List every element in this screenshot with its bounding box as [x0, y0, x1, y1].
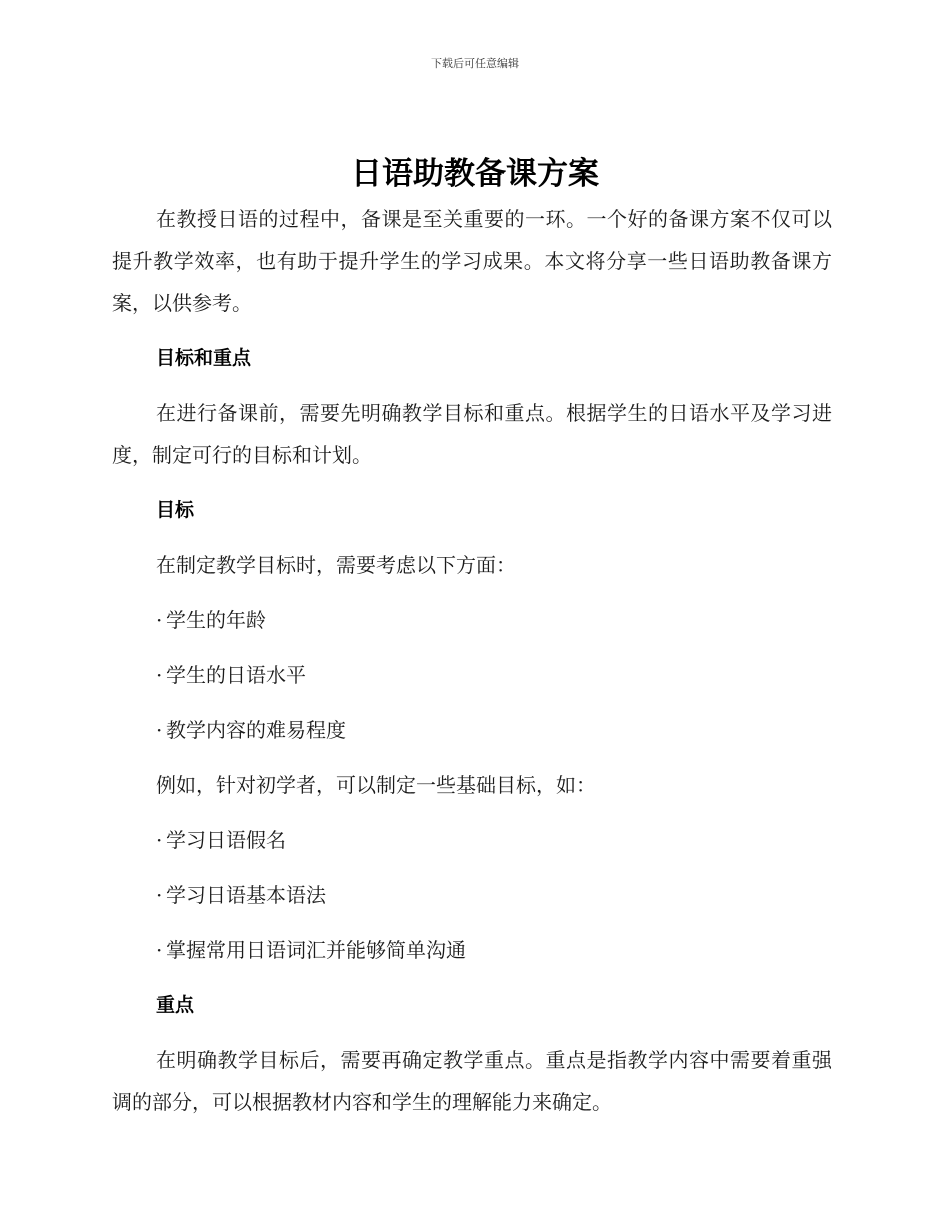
- list-item-text: 学生的日语水平: [166, 663, 306, 687]
- list-item: [112, 654, 832, 696]
- bullet-icon: ·: [156, 883, 163, 907]
- list-item-text: 学习日语基本语法: [166, 883, 326, 907]
- section-heading-goals-and-focus: 目标和重点: [156, 347, 252, 369]
- list-item: [112, 819, 832, 861]
- goals-and-focus-paragraph: 在进行备课前，需要先明确教学目标和重点。根据学生的日语水平及学习进度，制定可行的目标和计划。: [112, 401, 832, 467]
- list-item-text: 学生的年龄: [166, 608, 266, 632]
- list-item: [112, 929, 832, 971]
- bullet-icon: ·: [156, 608, 163, 632]
- list-item: [112, 599, 832, 641]
- focus-paragraph: 在明确教学目标后，需要再确定教学重点。重点是指教学内容中需要着重强调的部分，可以根据教材内容和学生的理解能力来确定。: [112, 1048, 832, 1114]
- section-heading-focus: 重点: [156, 994, 195, 1016]
- bullet-icon: ·: [156, 718, 163, 742]
- goals-lead: 在制定教学目标时，需要考虑以下方面：: [156, 553, 516, 577]
- bullet-icon: ·: [156, 663, 163, 687]
- list-item: [112, 709, 832, 751]
- bullet-icon: ·: [156, 938, 163, 962]
- list-item-text: 教学内容的难易程度: [166, 718, 346, 742]
- list-item: [112, 874, 832, 916]
- section-heading-goals: 目标: [156, 499, 195, 521]
- example-lead: 例如，针对初学者，可以制定一些基础目标，如：: [156, 773, 596, 797]
- list-item-text: 掌握常用日语词汇并能够简单沟通: [166, 938, 466, 962]
- header-note: 下载后可任意编辑: [431, 57, 519, 70]
- list-item-text: 学习日语假名: [166, 828, 286, 852]
- document-title: 日语助教备课方案: [351, 156, 599, 192]
- bullet-icon: ·: [156, 828, 163, 852]
- document-body: [112, 198, 832, 1123]
- intro-paragraph: 在教授日语的过程中，备课是至关重要的一环。一个好的备课方案不仅可以提升教学效率，也有助于提升学生的学习成果。本文将分享一些日语助教备课方案，以供参考。: [112, 207, 832, 315]
